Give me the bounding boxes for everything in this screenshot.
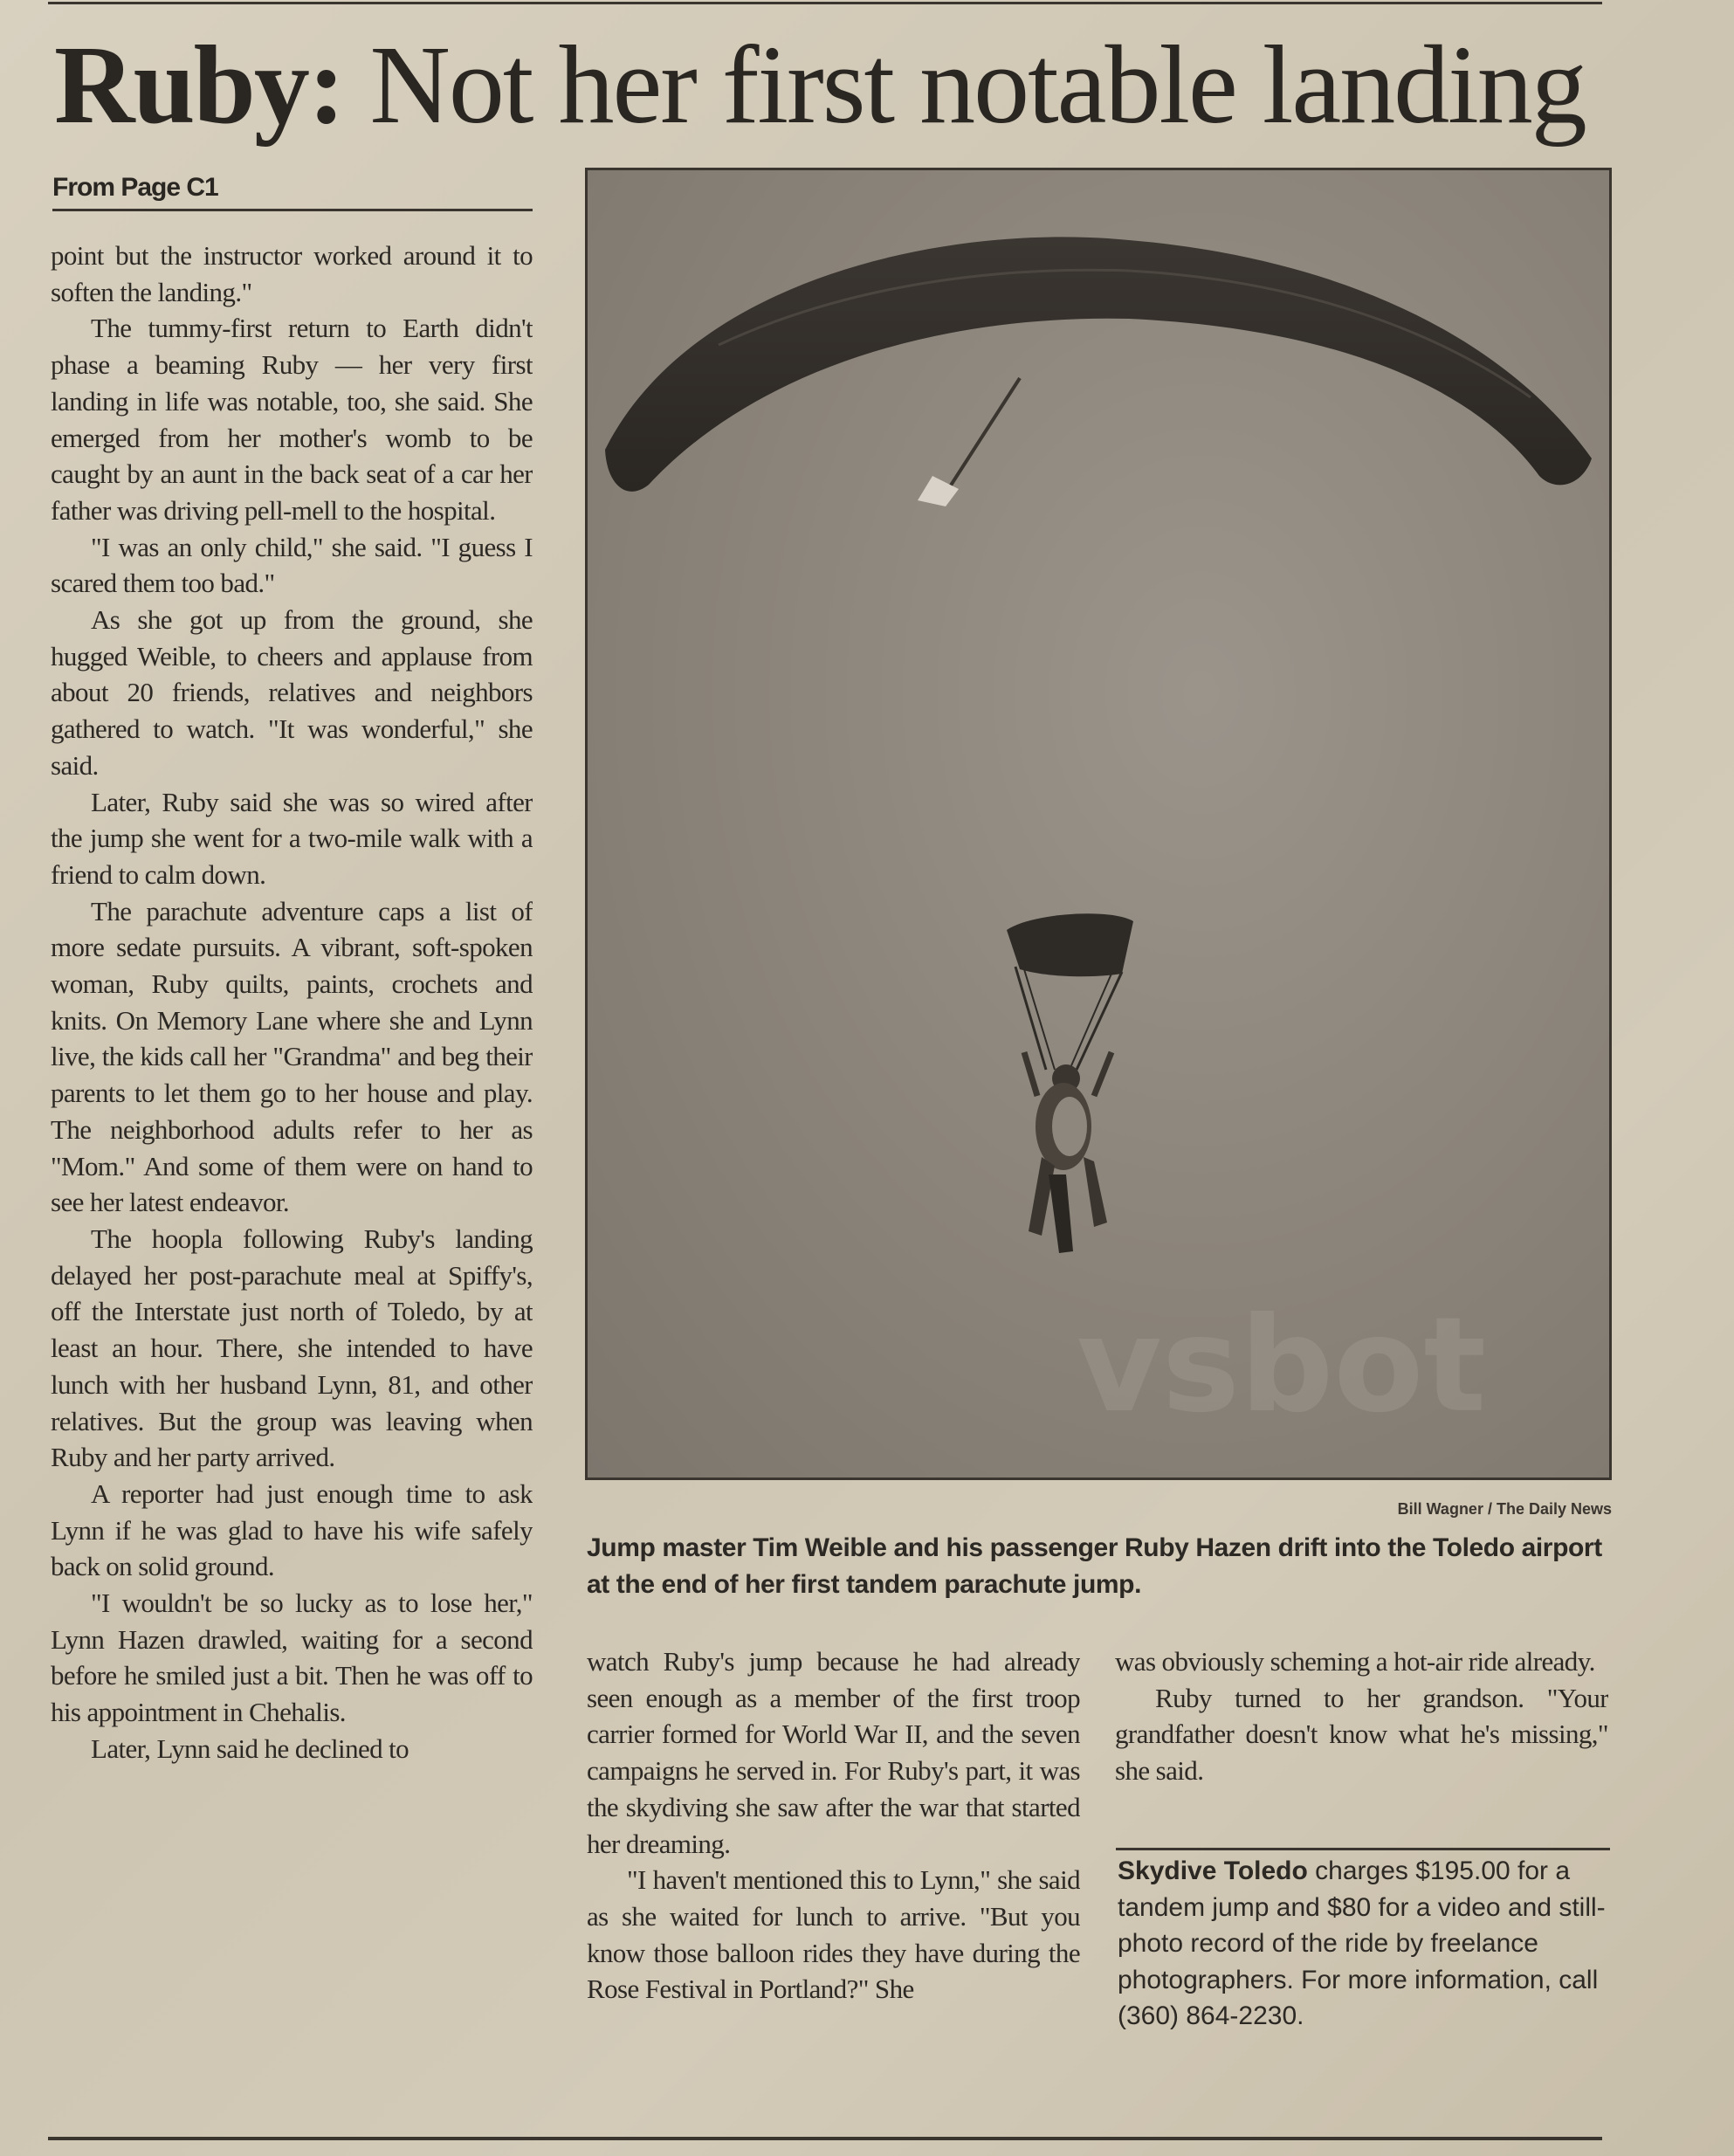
headline-title: Not her first notable landing	[343, 23, 1586, 147]
drogue-canopy	[1007, 913, 1133, 976]
paragraph: The parachute adventure caps a list of more sedate pursuits. A vibrant, soft-spoken woman, Ruby quilts, paints, crochets and knits. On Memory Lane where she and Lynn live, the kids call her "Grandma" and beg their parents to let them go to her house and play. The neighborhood adults refer to her as "Mom." And some of them were on hand to see her latest endeavor.	[51, 895, 533, 1218]
top-rule	[48, 2, 1602, 4]
background-sign-text: vsbot	[1077, 1290, 1487, 1442]
parachute-photo	[585, 168, 1612, 1480]
tandem-jumpers	[1024, 1052, 1111, 1253]
paragraph: point but the instructor worked around it to soften the landing."	[51, 240, 533, 307]
article-column-1	[51, 238, 533, 2080]
bottom-rule	[48, 2137, 1602, 2140]
photo-caption: Jump master Tim Weible and his passenger Ruby Hazen drift into the Toledo airport at the end of her first tandem parachute jump.	[587, 1533, 1602, 1599]
paragraph: As she got up from the ground, she hugged Weible, to cheers and applause from about 20 friends, relatives and neighbors gathered to watch. "It was wonderful," she said.	[51, 604, 533, 781]
paragraph: Later, Lynn said he declined to	[91, 1732, 409, 1764]
info-text: charges $195.00 for a tandem jump and $80 for a video and still-photo record of the ride by freelance photographers. For more information, call (360) 864-2230.	[1118, 1856, 1606, 2030]
paragraph: was obviously scheming a hot-air ride already.	[1115, 1646, 1595, 1677]
info-box	[1118, 1853, 1612, 2035]
paragraph: A reporter had just enough time to ask Lynn if he was glad to have his wife safely back on solid ground.	[51, 1478, 533, 1582]
jump-rule	[52, 209, 533, 211]
pilot-bridle	[946, 378, 1020, 493]
paragraph: "I wouldn't be so lucky as to lose her," Lynn Hazen drawled, waiting for a second before he smiled just a bit. Then he was off to his appointment in Chehalis.	[51, 1588, 533, 1728]
headline-kicker: Ruby:	[54, 23, 344, 147]
article-column-2	[587, 1643, 1080, 2089]
photo-credit: Bill Wagner / The Daily News	[1397, 1500, 1612, 1518]
paragraph: The tummy-first return to Earth didn't phase a beaming Ruby — her very first landing in life was notable, too, she said. She emerged from her mother's womb to be caught by an aunt in the back seat of a car her father was driving pell-mell to the hospital.	[51, 313, 533, 526]
paragraph: Later, Ruby said she was so wired after the jump she went for a two-mile walk with a friend to calm down.	[51, 786, 533, 890]
headline	[54, 19, 1626, 150]
paragraph: "I was an only child," she said. "I guess I scared them too bad."	[51, 531, 533, 599]
jump-line: From Page C1	[52, 173, 218, 202]
paragraph: "I haven't mentioned this to Lynn," she said as she waited for lunch to arrive. "But you know those balloon rides they have during the Rose Festival in Portland?" She	[587, 1864, 1080, 2005]
paragraph: The hoopla following Ruby's landing delayed her post-parachute meal at Spiffy's, off the Interstate just north of Toledo, by at least an hour. There, she intended to have lunch with her husband Lynn, 81, and other relatives. But the group was leaving when Ruby and her party arrived.	[51, 1223, 533, 1473]
info-org: Skydive Toledo	[1118, 1856, 1308, 1885]
paragraph: Ruby turned to her grandson. "Your grandfather doesn't know what he's missing," she said.	[1115, 1682, 1608, 1787]
main-canopy	[605, 237, 1592, 491]
parachute-illustration	[588, 170, 1609, 1478]
info-rule	[1116, 1848, 1610, 1850]
article-column-3	[1115, 1643, 1608, 1836]
paragraph: watch Ruby's jump because he had already seen enough as a member of the first troop carrier formed for World War II, and the seven campaigns he served in. For Ruby's part, it was the skydiving she saw after the war that started her dreaming.	[587, 1646, 1080, 1859]
